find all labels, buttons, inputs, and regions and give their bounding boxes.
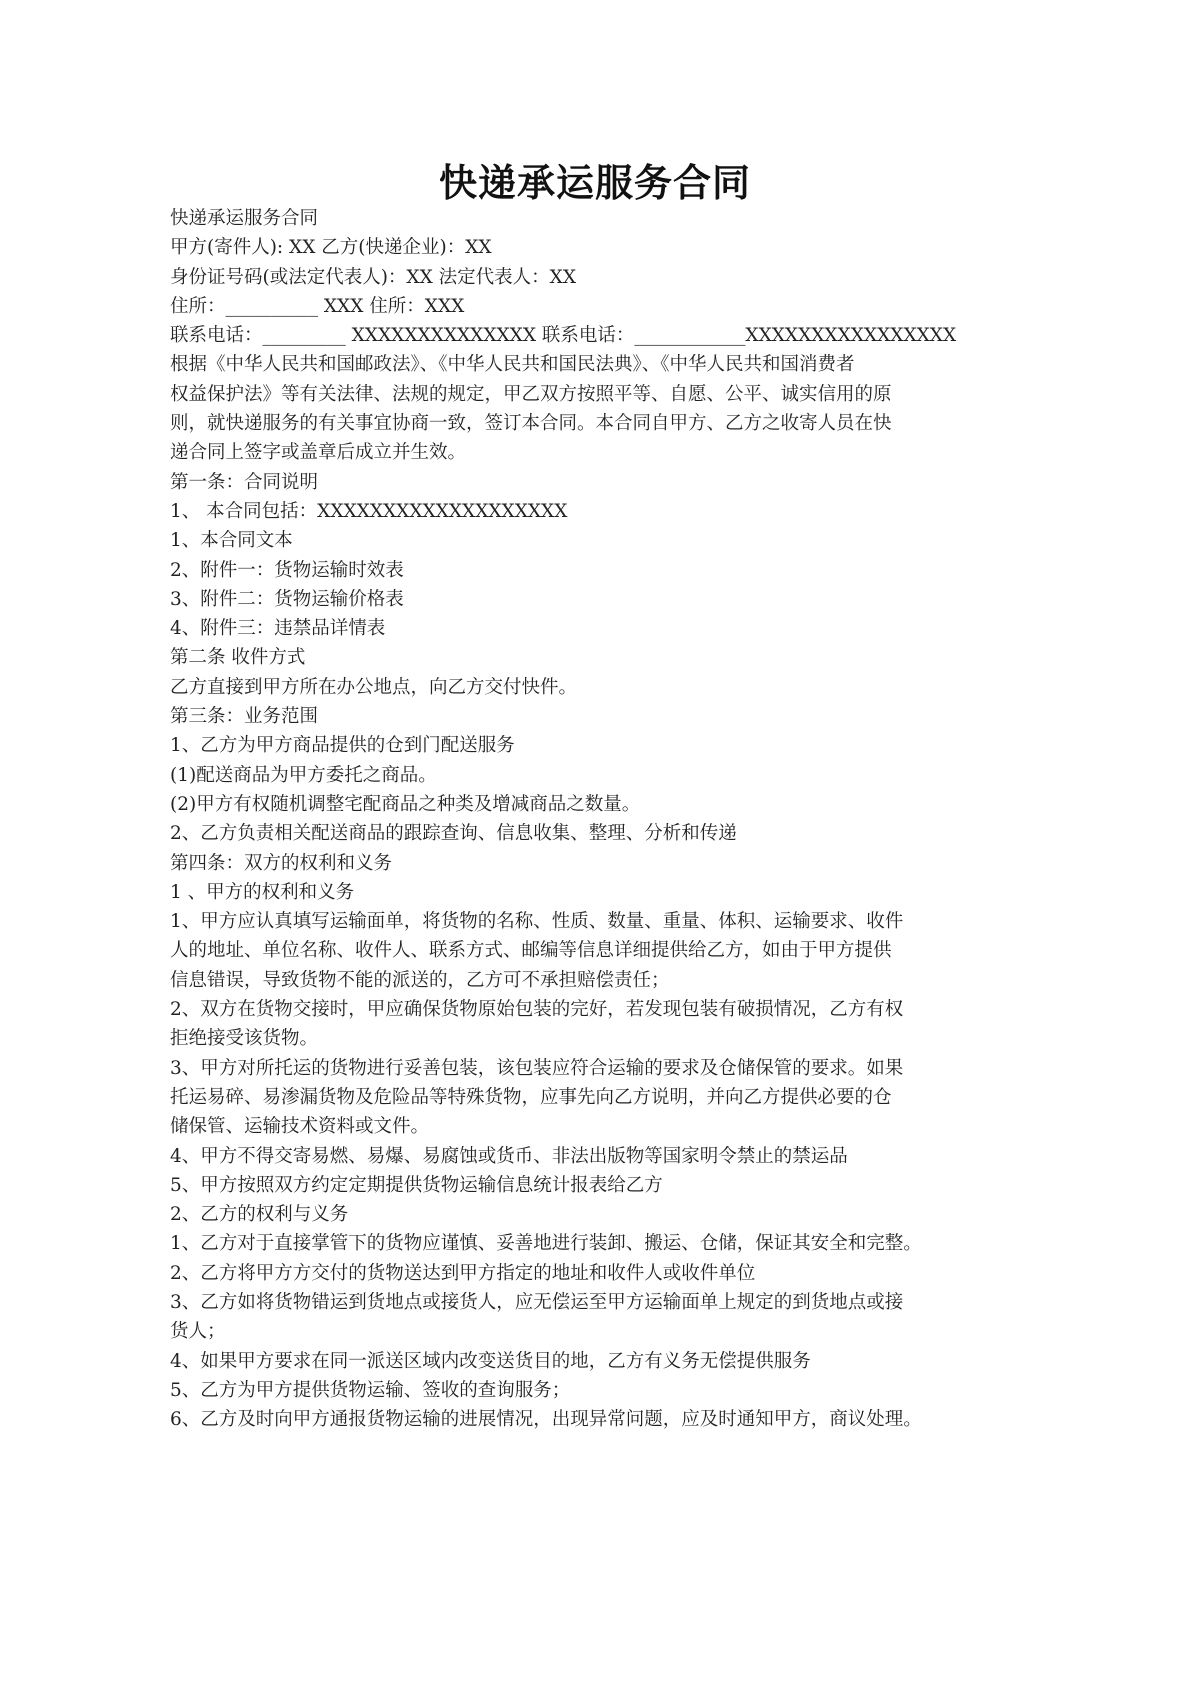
text-line: (2)甲方有权随机调整宅配商品之种类及增减商品之数量。 <box>170 793 641 815</box>
text-line: 人的地址、单位名称、收件人、联系方式、邮编等信息详细提供给乙方，如由于甲方提供 <box>170 940 892 962</box>
text-line: 2、双方在货物交接时，甲应确保货物原始包装的完好，若发现包装有破损情况，乙方有权 <box>170 999 904 1021</box>
text-line: 2、乙方的权利与义务 <box>170 1204 349 1226</box>
text-line: 住所：__________ XXX 住所：XXX <box>170 295 465 317</box>
text-line: 1、本合同文本 <box>170 530 293 552</box>
text-line: 货人； <box>170 1321 226 1343</box>
text-line: 5、甲方按照双方约定定期提供货物运输信息统计报表给乙方 <box>170 1174 663 1196</box>
text-line: 3、乙方如将货物错运到货地点或接货人，应无偿运至甲方运输面单上规定的到货地点或接 <box>170 1291 904 1313</box>
text-line: 第一条：合同说明 <box>170 471 319 493</box>
text-line: 联系电话：_________ XXXXXXXXXXXXXX 联系电话：____________XXXXXXXXXXXXXXXX <box>170 325 957 347</box>
text-line: 快递承运服务合同 <box>170 208 319 229</box>
text-line: 根据《中华人民共和国邮政法》、《中华人民共和国民法典》、《中华人民共和国消费者 <box>170 354 855 376</box>
text-line: 2、乙方负责相关配送商品的跟踪查询、信息收集、整理、分析和传递 <box>170 823 737 845</box>
text-line: 乙方直接到甲方所在办公地点，向乙方交付快件。 <box>170 676 578 698</box>
document-title: 快递承运服务合同 <box>438 161 751 205</box>
text-line: 储保管、运输技术资料或文件。 <box>170 1116 430 1138</box>
text-line: 递合同上签字或盖章后成立并生效。 <box>170 442 467 464</box>
text-line: 5、乙方为甲方提供货物运输、签收的查询服务； <box>170 1379 571 1401</box>
document-body <box>170 204 1020 1434</box>
text-line: 甲方(寄件人): XX 乙方(快递企业)：XX <box>170 237 492 259</box>
text-line: 拒绝接受该货物。 <box>170 1028 319 1050</box>
text-line: 2、乙方将甲方方交付的货物送达到甲方指定的地址和收件人或收件单位 <box>170 1262 756 1284</box>
text-line: 3、附件二：货物运输价格表 <box>170 588 404 610</box>
text-line: 托运易碎、易渗漏货物及危险品等特殊货物，应事先向乙方说明，并向乙方提供必要的仓 <box>170 1086 892 1108</box>
text-line: 3、甲方对所托运的货物进行妥善包装，该包装应符合运输的要求及仓储保管的要求。如果 <box>170 1057 904 1079</box>
text-line: 4、如果甲方要求在同一派送区域内改变送货目的地，乙方有义务无偿提供服务 <box>170 1350 811 1372</box>
text-line: 第二条 收件方式 <box>170 647 306 669</box>
text-line: (1)配送商品为甲方委托之商品。 <box>170 764 437 786</box>
text-line: 第三条：业务范围 <box>170 706 319 728</box>
text-line: 1、 本合同包括：XXXXXXXXXXXXXXXXXXX <box>170 500 568 522</box>
text-line: 4、甲方不得交寄易燃、易爆、易腐蚀或货币、非法出版物等国家明令禁止的禁运品 <box>170 1145 848 1167</box>
text-line: 1、乙方为甲方商品提供的仓到门配送服务 <box>170 735 515 757</box>
text-line: 1、甲方应认真填写运输面单，将货物的名称、性质、数量、重量、体积、运输要求、收件 <box>170 911 904 933</box>
text-line: 则，就快递服务的有关事宜协商一致，签订本合同。本合同自甲方、乙方之收寄人员在快 <box>170 413 892 435</box>
text-line: 4、附件三：违禁品详情表 <box>170 618 386 640</box>
text-line: 权益保护法》等有关法律、法规的规定，甲乙双方按照平等、自愿、公平、诚实信用的原 <box>170 383 892 405</box>
text-line: 2、附件一：货物运输时效表 <box>170 559 404 581</box>
text-line: 信息错误，导致货物不能的派送的，乙方可不承担赔偿责任； <box>170 969 670 991</box>
text-line: 6、乙方及时向甲方通报货物运输的进展情况，出现异常问题，应及时通知甲方，商议处理。 <box>170 1409 922 1431</box>
text-line: 1 、甲方的权利和义务 <box>170 881 355 903</box>
text-line: 第四条：双方的权利和义务 <box>170 852 393 874</box>
text-line: 1、乙方对于直接掌管下的货物应谨慎、妥善地进行装卸、搬运、仓储，保证其安全和完整。 <box>170 1233 922 1255</box>
text-line: 身份证号码(或法定代表人)：XX 法定代表人：XX <box>170 266 576 288</box>
